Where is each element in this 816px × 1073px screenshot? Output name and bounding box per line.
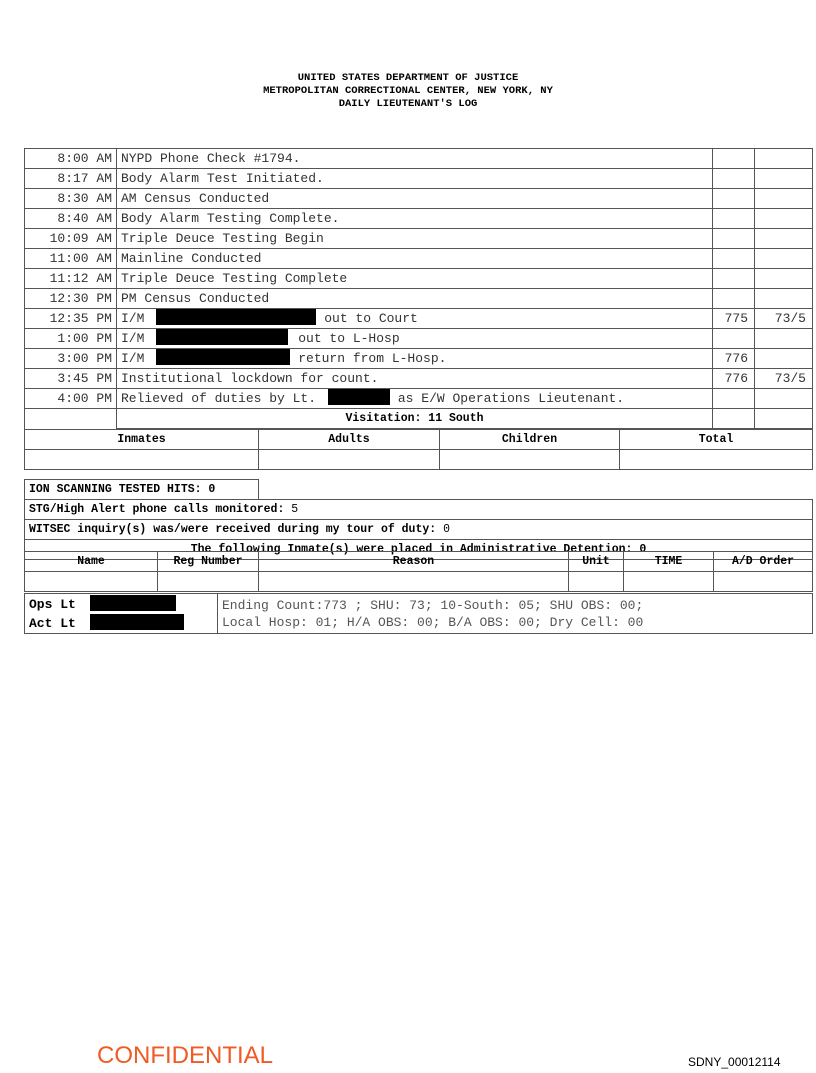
log-row [25, 309, 813, 329]
visit-col-inmates: Inmates [25, 430, 259, 450]
log-count: 775 [713, 309, 755, 329]
log-count [713, 209, 755, 229]
log-entry: AM Census Conducted [117, 189, 713, 209]
log-row [25, 249, 813, 269]
log-time: 1:00 PM [25, 329, 117, 349]
log-count: 776 [713, 369, 755, 389]
log-shu: 73/5 [755, 369, 813, 389]
log-time: 12:30 PM [25, 289, 117, 309]
visitation-row [25, 409, 813, 429]
ion-scanning-label: ION SCANNING TESTED HITS: 0 [25, 480, 259, 500]
ad-label: The following Inmate(s) were placed in Administrative Detention: 0 [25, 540, 813, 560]
visitation-table [24, 429, 813, 470]
confidential-stamp: CONFIDENTIAL [97, 1042, 274, 1069]
log-row [25, 229, 813, 249]
log-row [25, 369, 813, 389]
log-shu [755, 389, 813, 409]
log-time: 11:12 AM [25, 269, 117, 289]
log-entry: Triple Deuce Testing Begin [117, 229, 713, 249]
log-entry: Mainline Conducted [117, 249, 713, 269]
visitation-label: Visitation: 11 South [117, 409, 713, 429]
log-row [25, 209, 813, 229]
log-count [713, 189, 755, 209]
log-shu [755, 249, 813, 269]
log-entry: Body Alarm Test Initiated. [117, 169, 713, 189]
lieutenant-names [25, 594, 218, 634]
log-shu [755, 149, 813, 169]
log-entry: NYPD Phone Check #1794. [117, 149, 713, 169]
log-entry: Triple Deuce Testing Complete [117, 269, 713, 289]
log-shu [755, 349, 813, 369]
log-entry: PM Census Conducted [117, 289, 713, 309]
log-row [25, 349, 813, 369]
log-shu [755, 229, 813, 249]
visitation-value-row [25, 450, 813, 470]
log-row [25, 269, 813, 289]
redaction-bar [90, 595, 176, 611]
log-entry: I/M return from L-Hosp. [117, 349, 713, 369]
ad-col-order: A/D Order [714, 552, 813, 572]
log-time: 3:45 PM [25, 369, 117, 389]
log-time: 11:00 AM [25, 249, 117, 269]
log-shu: 73/5 [755, 309, 813, 329]
log-time: 8:17 AM [25, 169, 117, 189]
ad-col-reason: Reason [259, 552, 569, 572]
visit-col-children: Children [440, 430, 620, 450]
log-time: 4:00 PM [25, 389, 117, 409]
log-row [25, 169, 813, 189]
redaction-bar [90, 614, 184, 630]
ad-header-row [25, 552, 813, 572]
log-count [713, 249, 755, 269]
log-count [713, 169, 755, 189]
act-lt-label: Act Lt [29, 616, 76, 631]
log-time: 10:09 AM [25, 229, 117, 249]
log-shu [755, 289, 813, 309]
log-shu [755, 169, 813, 189]
ops-lt-label: Ops Lt [29, 597, 76, 612]
log-entry: I/M out to Court [117, 309, 713, 329]
log-row [25, 289, 813, 309]
stg-label: STG/High Alert phone calls monitored: [29, 503, 285, 516]
signature-table [24, 593, 813, 634]
log-entry: Relieved of duties by Lt. as E/W Operations Lieutenant. [117, 389, 713, 409]
log-entry: Body Alarm Testing Complete. [117, 209, 713, 229]
log-count [713, 289, 755, 309]
log-time: 8:00 AM [25, 149, 117, 169]
ad-col-time: TIME [624, 552, 714, 572]
log-row [25, 149, 813, 169]
log-time: 8:30 AM [25, 189, 117, 209]
visitation-header-row [25, 430, 813, 450]
witsec-value: 0 [443, 523, 450, 536]
log-shu [755, 329, 813, 349]
stg-value: 5 [291, 503, 299, 516]
log-shu [755, 189, 813, 209]
header-agency: UNITED STATES DEPARTMENT OF JUSTICE [297, 72, 519, 84]
log-time: 12:35 PM [25, 309, 117, 329]
ad-table [24, 551, 813, 592]
ad-empty-row [25, 572, 813, 592]
visit-col-adults: Adults [259, 430, 440, 450]
counts-line-1: Ending Count:773 ; SHU: 73; 10-South: 05; SHU OBS: 00; [222, 597, 644, 613]
log-count [713, 329, 755, 349]
ad-col-reg-number: Reg Number [158, 552, 259, 572]
redaction-bar [156, 309, 316, 325]
redaction-bar [156, 349, 290, 365]
witsec-label: WITSEC inquiry(s) was/were received during my tour of duty: [29, 523, 437, 536]
document-header [0, 72, 816, 111]
log-count [713, 229, 755, 249]
log-count [713, 269, 755, 289]
log-row [25, 189, 813, 209]
visit-col-total: Total [620, 430, 813, 450]
log-entry: I/M out to L-Hosp [117, 329, 713, 349]
log-count [713, 389, 755, 409]
witsec-row [25, 520, 813, 540]
header-facility: METROPOLITAN CORRECTIONAL CENTER, NEW YORK, NY [263, 85, 553, 97]
ending-counts [218, 594, 813, 634]
ad-col-unit: Unit [569, 552, 624, 572]
redaction-bar [328, 389, 390, 405]
log-count: 776 [713, 349, 755, 369]
stg-row [25, 500, 813, 520]
log-entry: Institutional lockdown for count. [117, 369, 713, 389]
redaction-bar [156, 329, 288, 345]
log-table [24, 148, 813, 429]
ad-col-name: Name [25, 552, 158, 572]
log-time: 8:40 AM [25, 209, 117, 229]
bates-number: SDNY_00012114 [688, 1055, 781, 1069]
log-count [713, 149, 755, 169]
log-row [25, 329, 813, 349]
signature-row [25, 594, 813, 634]
log-time: 3:00 PM [25, 349, 117, 369]
log-row [25, 389, 813, 409]
header-log-title: DAILY LIEUTENANT'S LOG [338, 98, 478, 110]
tour-summary-table [24, 479, 813, 560]
log-shu [755, 209, 813, 229]
ion-scanning-row [25, 480, 813, 500]
log-shu [755, 269, 813, 289]
counts-line-2: Local Hosp: 01; H/A OBS: 00; B/A OBS: 00; Dry Cell: 00 [222, 614, 644, 630]
